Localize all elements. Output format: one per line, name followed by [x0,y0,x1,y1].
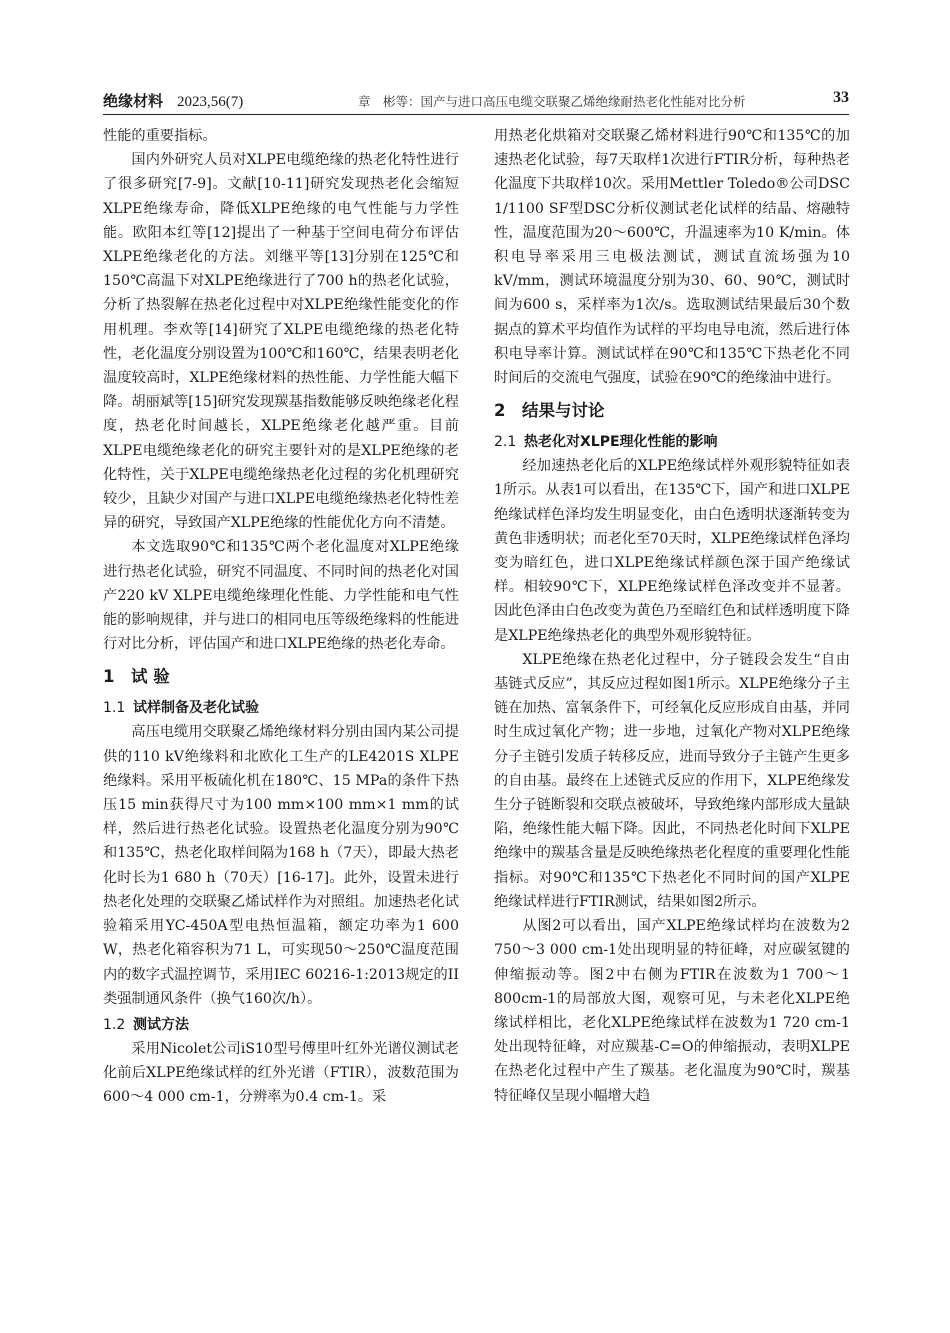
paragraph: XLPE绝缘在热老化过程中，分子链段会发生“自由基链式反应”，其反应过程如图1所示。XLPE绝缘分子主链在加热、富氧条件下，可经氧化反应形成自由基，并同时生成过氧化产物；进一步地，过氧化产物对XLPE绝缘分子主链引发质子转移反应，进而导致分子主链产生更多的自由基。最终在上述链式反应的作用下，XLPE绝缘发生分子链断裂和交联点被破坏，导致绝缘内部形成大量缺陷，绝缘性能大幅下降。因此，不同热老化时间下XLPE绝缘中的羰基含量是反映绝缘热老化程度的重要理化性能指标。对90℃和135℃下热老化不同时间的国产XLPE绝缘试样进行FTIR测试，结果如图2所示。 [494,651,850,910]
subsection-heading-1-1 [103,696,459,720]
paragraph: 本文选取90℃和135℃两个老化温度对XLPE绝缘进行热老化试验，研究不同温度、不同时间的热老化对国产220 kV XLPE电缆绝缘理化性能、力学性能和电气性能的影响规律，并与进口的相同电压等级绝缘料的性能进行对比分析，评估国产和进口XLPE绝缘的热老化寿命。 [103,539,459,653]
subsection-number: 1.1 [103,700,126,717]
subsection-number: 1.2 [103,1016,126,1033]
section-title: 试 验 [131,667,170,687]
subsection-heading-2-1 [494,430,850,454]
section-title: 结果与讨论 [522,401,605,421]
section-heading-2 [494,398,850,424]
paragraph: 用热老化烘箱对交联聚乙烯材料进行90℃和135℃的加速热老化试验，每7天取样1次进行FTIR分析，每种热老化温度下共取样10次。采用Mettler Toledo®公司DSC 1/1100 SF型DSC分析仪测试老化试样的结晶、熔融特性，温度范围为20～600℃，升温速率为10 K/min。体积电导率采用三电极法测试，测试直流场强为10 kV/mm，测试环境温度分别为30、60、90℃，测试时间为600 s，采样率为1次/s。选取测试结果最后30个数据点的算术平均值作为试样的平均电导电流，然后进行体积电导率计算。测试试样在90℃和135℃下热老化不同时间后的交流电气强度，试验在90℃的绝缘油中进行。 [494,128,850,387]
paragraph: 采用Nicolet公司iS10型号傅里叶红外光谱仪测试老化前后XLPE绝缘试样的红外光谱（FTIR），波数范围为600～4 000 cm-1，分辨率为0.4 cm-1。采 [103,1040,459,1106]
paragraph: 高压电缆用交联聚乙烯绝缘材料分别由国内某公司提供的110 kV绝缘料和北欧化工生产的LE4201S XLPE绝缘料。采用平板硫化机在180℃、15 MPa的条件下热压15 min获得尺寸为100 mm×100 mm×1 mm的试样，然后进行热老化试验。设置热老化温度分别为90℃和135℃，热老化取样间隔为168 h（7天），即最大热老化时长为1 680 h（70天）[16-17]。此外，设置未进行热老化处理的交联聚乙烯试样作为对照组。加速热老化试验箱采用YC-450A型电热恒温箱，额定功率为1 600 W，热老化箱容积为71 L，可实现50～250℃温度范围内的数字式温控调节，采用IEC 60216-1:2013规定的II类强制通风条件（换气160次/h）。 [103,724,459,1007]
subsection-title: 测试方法 [133,1016,189,1033]
journal-name: 绝缘材料 [103,92,164,110]
paragraph: 国内外研究人员对XLPE电缆绝缘的热老化特性进行了很多研究[7-9]。文献[10-11]研究发现热老化会缩短XLPE绝缘寿命，降低XLPE绝缘的电气性能与力学性能。欧阳本红等[12]提出了一种基于空间电荷分布评估XLPE绝缘老化的方法。刘继平等[13]分别在125℃和150℃高温下对XLPE绝缘进行了700 h的热老化试验，分析了热裂解在热老化过程中对XLPE绝缘性能变化的作用机理。李欢等[14]研究了XLPE电缆绝缘的热老化特性，老化温度分别设置为100℃和160℃，结果表明老化温度较高时，XLPE绝缘材料的热性能、力学性能大幅下降。胡丽斌等[15]研究发现羰基指数能够反映绝缘老化程度，热老化时间越长，XLPE绝缘老化越严重。目前XLPE电缆绝缘老化的研究主要针对的是XLPE绝缘的老化特性，关于XLPE电缆绝缘热老化过程的劣化机理研究较少，且缺少对国产与进口XLPE电缆绝缘热老化特性差异的研究，导致国产XLPE绝缘的性能优化方向不清楚。 [103,152,459,532]
running-title: 章 彬等：国产与进口高压电缆交联聚乙烯绝缘耐热老化性能对比分析 [358,94,746,109]
section-heading-1 [103,664,459,690]
journal-info [103,90,243,111]
paragraph: 经加速热老化后的XLPE绝缘试样外观形貌特征如表1所示。从表1可以看出，在135℃下，国产和进口XLPE绝缘试样色泽均发生明显变化，由白色透明状逐渐转变为黄色非透明状；而老化至70天时，XLPE绝缘试样色泽均变为暗红色，进口XLPE绝缘试样颜色深于国产绝缘试样。相较90℃下，XLPE绝缘试样色泽改变并不显著。因此色泽由白色改变为黄色乃至暗红色和试样透明度下降是XLPE绝缘热老化的典型外观形貌特征。 [494,458,850,644]
subsection-title: 试样制备及老化试验 [133,700,259,717]
paragraph: 性能的重要指标。 [103,128,217,144]
paragraph: 从图2可以看出，国产XLPE绝缘试样均在波数为2 750～3 000 cm-1处出现明显的特征峰，对应碳氢键的伸缩振动等。图2中右侧为FTIR在波数为1 700～1 800cm-1的局部放大图，观察可见，与未老化XLPE绝缘试样相比，老化XLPE绝缘试样在波数为1 720 cm-1处出现特征峰，对应羰基-C=O的伸缩振动，表明XLPE在热老化过程中产生了羰基。老化温度为90℃时，羰基特征峰仅呈现小幅增大趋 [494,918,850,1104]
subsection-title: 热老化对XLPE理化性能的影响 [524,434,718,451]
section-number: 2 [494,401,506,421]
page-header [103,86,849,115]
page-number: 33 [833,89,849,106]
right-column [494,124,850,1108]
subsection-heading-1-2 [103,1013,459,1037]
subsection-number: 2.1 [494,434,517,451]
section-number: 1 [103,667,115,687]
journal-issue: 2023,56(7) [177,94,244,110]
left-column [103,124,459,1110]
